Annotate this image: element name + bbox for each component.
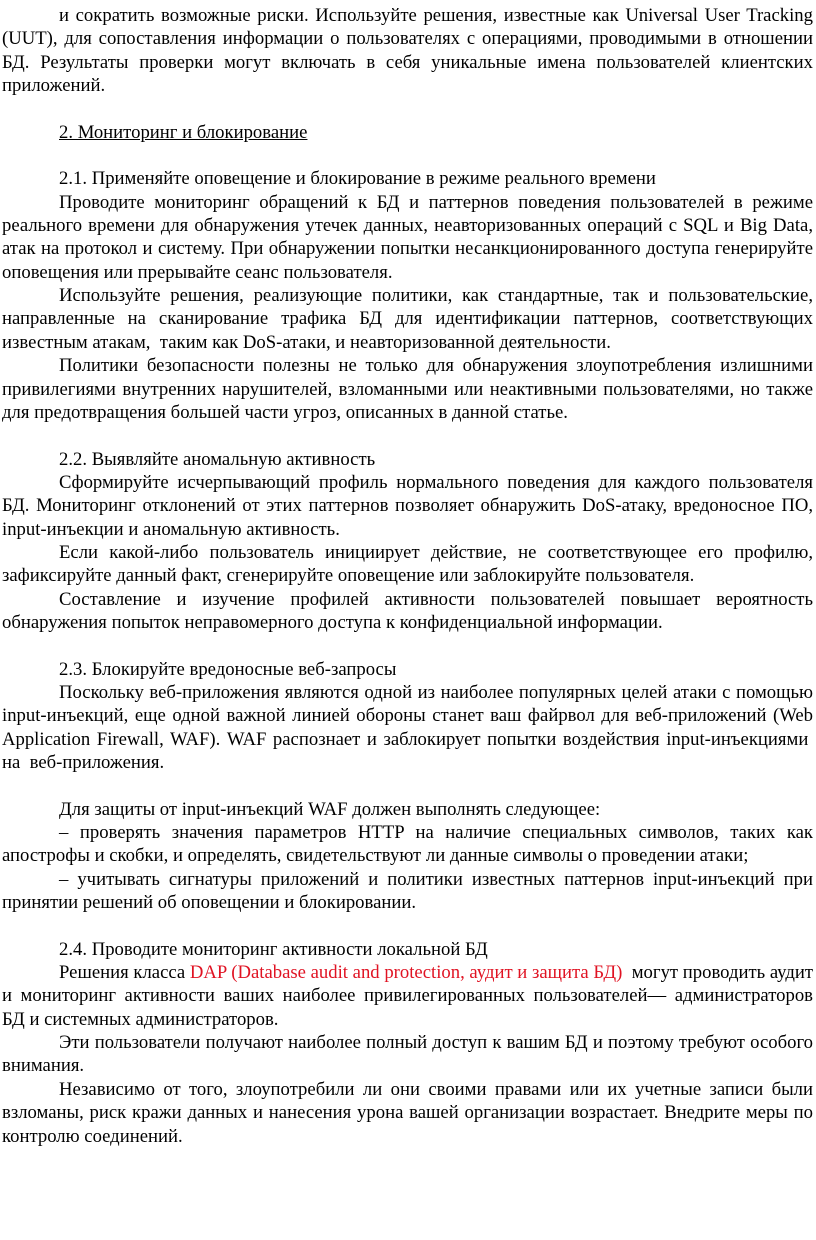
subheading-2-2: 2.2. Выявляйте аномальную активность bbox=[59, 448, 376, 470]
paragraph-profile-study: Составление и изучение профилей активности пользователей повышает вероятность обнаружения попыток неправомерного доступа к конфиденциальной информации. bbox=[2, 588, 813, 633]
heading-monitoring-blocking bbox=[2, 121, 813, 144]
blank-line bbox=[2, 634, 813, 657]
paragraph-dap-prefix: Решения класса bbox=[59, 962, 190, 984]
heading-text: 2. Мониторинг и блокирование bbox=[59, 121, 308, 143]
paragraph-policies-scanning: Используйте решения, реализующие политики, как стандартные, так и пользовательские, направленные на сканирование трафика БД для идентификации паттернов, соответствующих известным атакам, таким как DoS-атаки, и неавторизованной деятельности. bbox=[2, 285, 813, 353]
subheading-2-3: 2.3. Блокируйте вредоносные веб-запросы bbox=[59, 658, 397, 680]
paragraph-waf: Поскольку веб-приложения являются одной из наиболее популярных целей атаки с помощью input-инъекций, еще одной важной линией обороны станет ваш файрвол для веб-приложений (Web Application Firewall, WAF). WAF распознает и заблокирует попытки воздействия input-инъекциями на веб-приложения. bbox=[2, 681, 813, 773]
blank-line bbox=[2, 424, 813, 447]
subheading-2-1: 2.1. Применяйте оповещение и блокирование в режиме реального времени bbox=[59, 168, 656, 190]
dap-highlight: DAP (Database audit and protection, аудит и защита БД) bbox=[189, 962, 623, 984]
blank-line bbox=[2, 914, 813, 937]
paragraph-waf-requirements-intro: Для защиты от input-инъекций WAF должен выполнять следующее: bbox=[59, 798, 601, 820]
subheading-2-4: 2.4. Проводите мониторинг активности локальной БД bbox=[59, 938, 488, 960]
paragraph-profile-deviation: Если какой-либо пользователь инициирует действие, не соответствующее его профилю, зафиксируйте данный факт, сгенерируйте оповещение или заблокируйте пользователя. bbox=[2, 541, 813, 587]
list-item-http-params: – проверять значения параметров HTTP на наличие специальных символов, таких как апострофы и скобки, и определять, свидетельствуют ли данные символы о проведении атаки; bbox=[2, 822, 813, 867]
blank-line bbox=[2, 774, 813, 797]
list-item-signatures: – учитывать сигнатуры приложений и политики известных паттернов input-инъекций при принятии решений об оповещении и блокировании. bbox=[2, 868, 813, 914]
paragraph-privileged-users: Эти пользователи получают наиболее полный доступ к вашим БД и поэтому требуют особого внимания. bbox=[2, 1032, 813, 1077]
paragraph-dap-suffix: могут проводить аудит и мониторинг активности ваших наиболее привилегированных пользователей— администраторов БД и системных администраторов. bbox=[2, 962, 814, 1030]
paragraph-security-policies: Политики безопасности полезны не только для обнаружения злоупотребления излишними привилегиями внутренних нарушителей, взломанными или неактивными пользователями, но также для предотвращения большей части угроз, описанных в данной статье. bbox=[2, 355, 813, 423]
paragraph-realtime-monitoring: Проводите мониторинг обращений к БД и паттернов поведения пользователей в режиме реального времени для обнаружения утечек данных, неавторизованных операций с SQL и Big Data, атак на протокол и систему. При обнаружении попытки несанкционированного доступа генерируйте оповещения или прерывайте сеанс пользователя. bbox=[2, 191, 813, 283]
paragraph-connection-control: Независимо от того, злоупотребили ли они своими правами или их учетные записи были взломаны, риск кражи данных и нанесения урона вашей организации возрастает. Внедрите меры по контролю соединений. bbox=[2, 1078, 813, 1147]
paragraph-uut-continuation: и сократить возможные риски. Используйте решения, известные как Universal User Tracking (UUT), для сопоставления информации о пользователях с операциями, проводимыми в отношении БД. Результаты проверки могут включать в себя уникальные имена пользователей клиентских приложений. bbox=[2, 5, 813, 97]
paragraph-dap bbox=[2, 961, 813, 1031]
paragraph-behavior-profile: Сформируйте исчерпывающий профиль нормального поведения для каждого пользователя БД. Мониторинг отклонений от этих паттернов позволяет обнаружить DoS-атаку, вредоносное ПО, input-инъекции и аномальную активность. bbox=[2, 471, 813, 540]
blank-line bbox=[2, 144, 813, 167]
blank-line bbox=[2, 97, 813, 120]
